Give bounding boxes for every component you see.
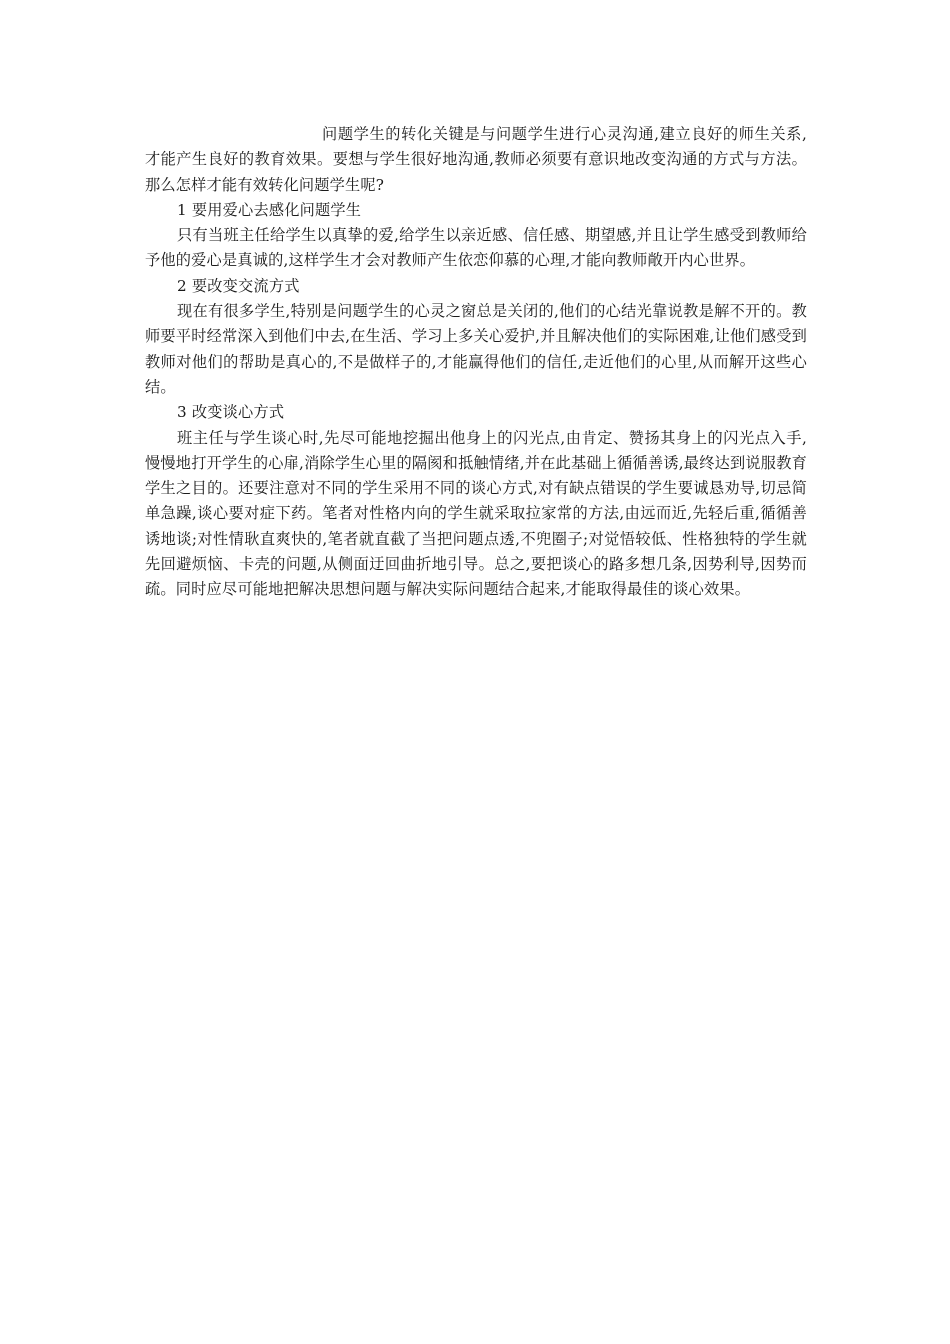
section-1-body: 只有当班主任给学生以真挚的爱,给学生以亲近感、信任感、期望感,并且让学生感受到教师给予他的爱心是真诚的,这样学生才会对教师产生依恋仰慕的心理,才能向教师敞开内心世界。 [145, 226, 807, 270]
document-body [145, 122, 807, 603]
section-3-body: 班主任与学生谈心时,先尽可能地挖掘出他身上的闪光点,由肯定、赞扬其身上的闪光点入手,慢慢地打开学生的心扉,消除学生心里的隔阂和抵触情绪,并在此基础上循循善诱,最终达到说服教育学生之目的。还要注意对不同的学生采用不同的谈心方式,对有缺点错误的学生要诚恳劝导,切忌简单急躁,谈心要对症下药。笔者对性格内向的学生就采取拉家常的方法,由远而近,先轻后重,循循善诱地谈;对性情耿直爽快的,笔者就直截了当把问题点透,不兜圈子;对觉悟较低、性格独特的学生就先回避烦恼、卡壳的问题,从侧面迂回曲折地引导。总之,要把谈心的路多想几条,因势利导,因势而疏。同时应尽可能地把解决思想问题与解决实际问题结合起来,才能取得最佳的谈心效果。 [145, 428, 807, 599]
section-2-heading: 2 要改变交流方式 [177, 276, 300, 295]
section-2-body: 现在有很多学生,特别是问题学生的心灵之窗总是关闭的,他们的心结光靠说教是解不开的。教师要平时经常深入到他们中去,在生活、学习上多关心爱护,并且解决他们的实际困难,让他们感受到教师对他们的帮助是真心的,不是做样子的,才能赢得他们的信任,走近他们的心里,从而解开这些心结。 [145, 302, 807, 396]
section-1-heading: 1 要用爱心去感化问题学生 [177, 200, 362, 219]
section-3-heading: 3 改变谈心方式 [177, 403, 285, 422]
intro-paragraph: 问题学生的转化关键是与问题学生进行心灵沟通,建立良好的师生关系,才能产生良好的教育效果。要想与学生很好地沟通,教师必须要有意识地改变沟通的方式与方法。那么怎样才能有效转化问题学生呢? [145, 125, 807, 194]
